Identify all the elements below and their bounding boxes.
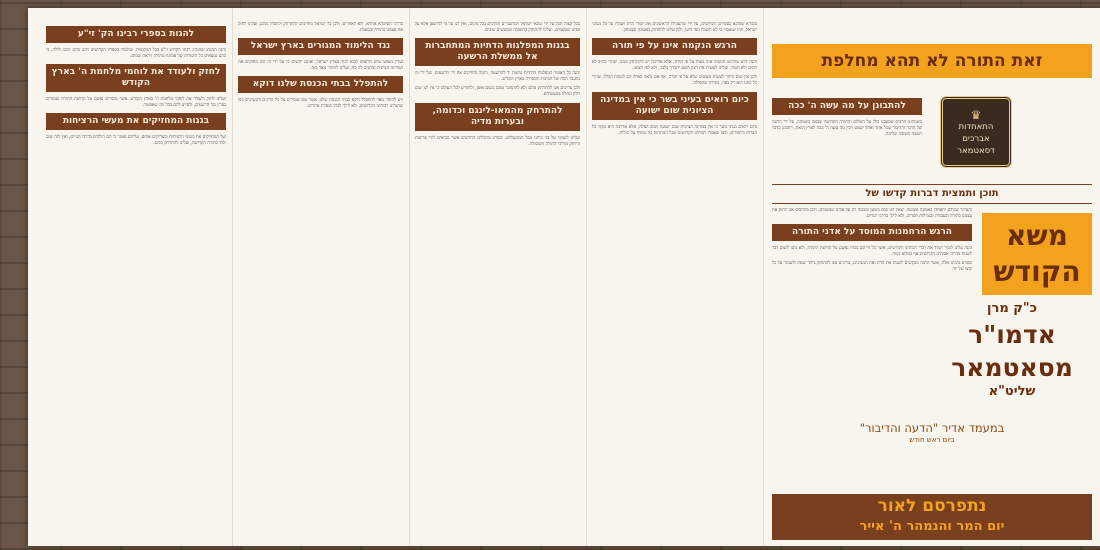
- paragraph: בכל קצות תבל על ידי שונאי ישראל המתגברים והולכים בכל מקום, ואין לנו על מי להישען אלא על אבינו שבשמים, ועלינו להתחזק בתשובה ובמעשים טובים.: [415, 22, 580, 34]
- text-column-3: [238, 22, 403, 536]
- main-title: [982, 213, 1092, 295]
- paragraph: ועדין נשמע שיש הרוצים לבוא לגור בארץ ישראל, ואינם יודעים כי על ידי זה הם מחזקים את המדינה הציונית ונותנים לה כח, ועלינו להזהר מאד בזה.: [238, 60, 403, 72]
- paragraph: בגמרא שהובא בספרים הקדושים, על ידי שהעמידו הראשונים את יסודי הדת ושמרו על כל מנהגי ישראל, וזהו שנאמר כי לא תשכח מפי זרעו, ולכן עלינו להתחזק באמונה ובבטחון.: [592, 22, 757, 34]
- section-heading: כיום רואים בעיני בשר כי אין במדינה הציונית שום ישועה: [592, 92, 757, 120]
- paragraph: והנה כל האומר המפלגות הדתיות נותנות יד להרשעה, והמה מחזיקים את ידי הרשעים, ועל ידי זה מתגבר הכח של המינות והכפירה בארץ הקודש.: [415, 71, 580, 83]
- text-column-2: [415, 22, 580, 536]
- paragraph: ויש להזהר מאד להתפלל דוקא בבתי הכנסת שלנו, אשר שם שומרים על כל הדינים והמנהגים כפי שהנהיגו רבותינו הקדושים, ולא לילך לבתי כנסיות אחרים.: [238, 98, 403, 110]
- section-heading: להתרחק מהמאו-לינגם וכדומה, ובערות מדיה: [415, 103, 580, 131]
- section-heading: נגד הלימוד המגורים בארץ ישראל: [238, 38, 403, 55]
- rebbe-line-4: שליט"א: [988, 384, 1036, 399]
- section-heading: להתבונן על מה עשה ה' ככה: [772, 98, 922, 115]
- paragraph: ולכן אין שום היתר לעשות מעשים שלא על פי תורה, אף אם נראה כאילו הם לטובת הכלל, שהרי כל כחנו הוא רק בפה, בתורה ובתפילה.: [592, 75, 757, 87]
- rebbe-line-3: מסאטמאר: [951, 353, 1073, 382]
- section-heading: הרגש הרחמנות המוסד על אדני התורה: [772, 224, 972, 241]
- section-heading: בגנות המפלגות הדתיות המתחברות אל ממשלת הרשעה: [415, 38, 580, 66]
- fold-line: [763, 8, 764, 546]
- paragraph: ועלינו לחזק ולעודד את לוחמי מלחמת ה' בארץ הקודש, אשר מוסרים נפשם על קדושת התורה ועומדים בפרץ נגד הרשעים, ולסייע להם בכל מה שאפשר.: [46, 97, 226, 109]
- section-heading: להתפלל בבתי הכנסת שלנו דוקא: [238, 76, 403, 93]
- event-line-1: במעמד אדיר "הדעה והדיבור": [859, 421, 1005, 435]
- section-heading: הרגש הנקמה אינו על פי תורה: [592, 38, 757, 55]
- paragraph: ובפרט בימינו אלה, אשר הרבה מבקשים לשנות את הדת ואת המנהגים, צריכים אנו להתחזק ביתר שאת ולשמור על כל קוצו של יוד.: [772, 261, 972, 273]
- publish-line-2: יום המר והנמהר ה' אייר: [859, 519, 1005, 534]
- text-column-4: [46, 22, 226, 536]
- section-heading: להגות בספרי רבינו הק' זי"ע: [46, 26, 226, 43]
- seal-line-3: דסאטמאר: [957, 146, 995, 156]
- paragraph: והעיקר שכולם יתאחדו באמונה פשוטה, שאין לנו שום משען ומבטח רק על אבינו שבשמים, ולכן מחויבים אנו לחזק את עצמנו בתורה ובעבודה ובגמילות חסדים, ולא לילך בדרכי הגויים.: [772, 208, 972, 220]
- paragraph: והנה ידוע שהרגש הנקמה אינו מצוה על פי תורה, אלא אדרבה יש להתרחק ממנו, שהרי כתיב לא תקום ולא תטור, ועלינו לעשות את רצון השם יתברך בלבד, ולא לפי רצוננו.: [592, 60, 757, 72]
- fold-line: [232, 8, 233, 546]
- text-column-side: [772, 94, 922, 194]
- organization-seal: [940, 96, 1012, 168]
- paragraph: בשנותינו הרבים שמצבנו כולו על השלום והתורה הקדושה שבאה בשמחה, על ידי הדעה של הדבר והדיבור שכל אחד ואחד ישמע ויבין מה עשה ה' ככה לארץ הזאת, ויתבונן בדבר ויעשה תשובה שלימה.: [772, 120, 922, 138]
- paragraph: בדרכי הסיטרא אחרא, ולא לאחרים, ולכן כל ישראל מחויבים להתרחק ולהבדל מהם, ועלינו לחזק את עצמנו בתורה ובמצוות.: [238, 22, 403, 34]
- seal-line-1: התאחדות: [958, 122, 994, 132]
- text-column-side-lower: [772, 208, 972, 446]
- event-line-2: ביום ראש חודש: [909, 436, 955, 444]
- paragraph: ועלינו לשמור על בני ביתנו מכל המכשולים, ובפרט מהכלים החדשים אשר מביאים לידי פריצות וריחוק מדרכי התורה והמסורה.: [415, 135, 580, 147]
- subtitle-line: תוכן ותמצית דברות קדשו של: [772, 184, 1092, 204]
- paragraph: ולכן צריכים אנו להתרחק מהם ולא להתחבר עמם בשום אופן, ולהודיע לכל העולם כי אין לנו שום חלק ונחלה במעשיהם.: [415, 86, 580, 98]
- fold-line: [409, 8, 410, 546]
- publish-banner: [772, 494, 1092, 540]
- publish-line-1: נתפרסם לאור: [877, 496, 987, 516]
- paragraph: והנה עלינו לזכור תמיד את דברי רבותינו הקדושים, אשר כל חייהם מסרו נפשם על קדושת התורה, ולא נתנו לשום דבר לשנות מדרכי אבותינו הקדושים אף כמלוא נימה.: [772, 246, 972, 258]
- seal-line-2: אברכים: [962, 134, 990, 144]
- torah-banner: זאת התורה לא תהא מחלפת: [772, 44, 1092, 78]
- rebbe-line-1: כ"ק מרן: [987, 301, 1037, 316]
- main-title-line-2: הקודש: [993, 255, 1081, 288]
- wall-poster: [28, 8, 1100, 546]
- paragraph: ועל המחזיקים את מעשי הרציחות ומצדיקים אותם, עליהם נאמר כי הם הולכים בדרכי הגויים, ואין לזה שום יסוד בתורה הקדושה, ועלינו להתרחק מהם.: [46, 135, 226, 147]
- paragraph: כיום רואים בעיני בשר כי אין במדינה הציונית שום ישועה ושום הצלה, אלא אדרבה היא מקור כל הצרות והיסורים, וכמו שאמרו רבותינו הקדושים שכל המתחזק בה מוסיף על הגלות.: [592, 124, 757, 136]
- section-heading: בגנות המחזיקים את מעשי הרציחות: [46, 113, 226, 130]
- paragraph: והנה המנהג שהנהיג רבינו הקדוש זי"ע בכל המקומות, שילמדו בספריו הקדושים ויהגו בהם יומם ולילה, כי בהם נמצאים כל היסודות של אמונה טהורה ויראת שמים.: [46, 48, 226, 60]
- main-title-line-1: משא: [1006, 219, 1068, 252]
- text-column-1: [592, 22, 757, 536]
- rebbe-line-2: אדמו"ר: [968, 320, 1056, 349]
- crown-icon: ♛: [970, 108, 982, 122]
- fold-line: [586, 8, 587, 546]
- section-heading: לחזק ולעודד את לוחמי מלחמת ה' בארץ הקודש: [46, 64, 226, 92]
